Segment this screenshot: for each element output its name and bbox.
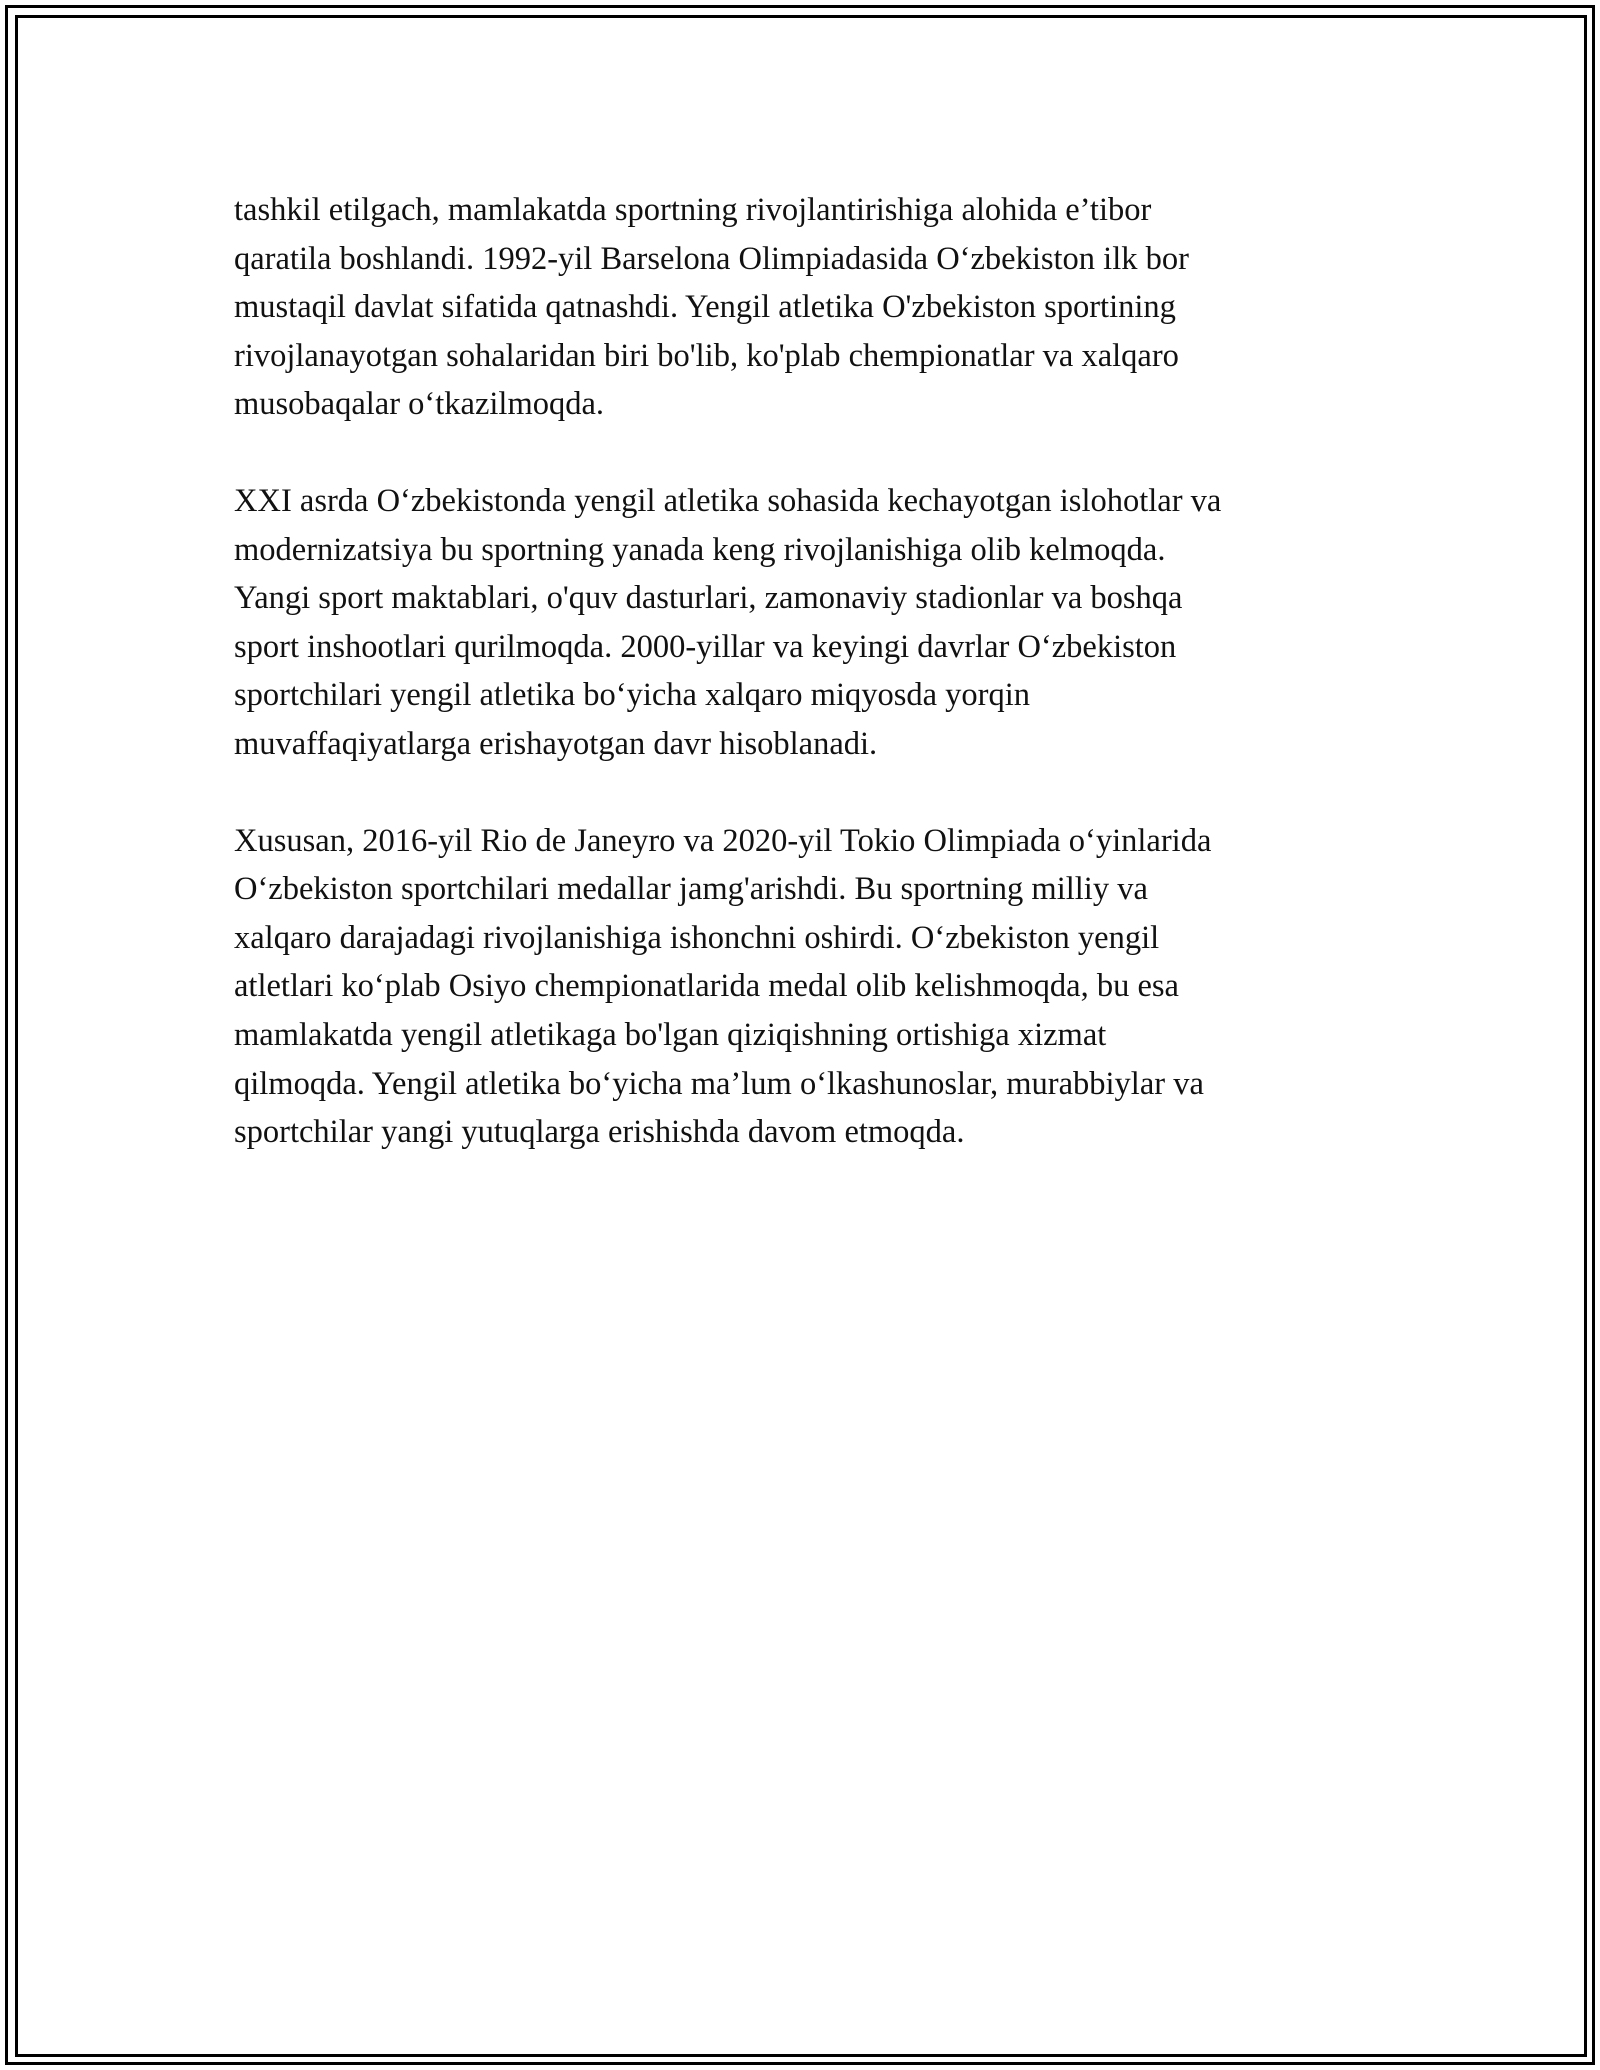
text-line: sportchilari yengil atletika bo‘yicha xalqaro miqyosda yorqin (234, 677, 1031, 714)
document-body (234, 186, 1374, 1205)
text-line: xalqaro darajadagi rivojlanishiga ishonchni oshirdi. O‘zbekiston yengil (234, 919, 1160, 956)
text-line: mustaqil davlat sifatida qatnashdi. Yengil atletika O'zbekiston sportining (234, 289, 1176, 326)
paragraph-1 (234, 186, 1374, 429)
text-line: mamlakatda yengil atletikaga bo'lgan qiziqishning ortishiga xizmat (234, 1016, 1107, 1053)
text-line: modernizatsiya bu sportning yanada keng rivojlanishiga olib kelmoqda. (234, 531, 1166, 568)
text-line: tashkil etilgach, mamlakatda sportning rivojlantirishiga alohida e’tibor (234, 192, 1152, 228)
text-line: XXI asrda O‘zbekistonda yengil atletika sohasida kechayotgan islohotlar va (234, 482, 1222, 519)
text-line: sport inshootlari qurilmoqda. 2000-yillar va keyingi davrlar O‘zbekiston (234, 628, 1177, 665)
text-line: Yangi sport maktablari, o'quv dasturlari, zamonaviy stadionlar va boshqa (234, 580, 1183, 617)
text-line: sportchilar yangi yutuqlarga erishishda davom etmoqda. (234, 1114, 965, 1151)
text-line: atletlari ko‘plab Osiyo chempionatlarida medal olib kelishmoqda, bu esa (234, 968, 1179, 1005)
text-line: O‘zbekiston sportchilari medallar jamg'arishdi. Bu sportning milliy va (234, 871, 1148, 908)
paragraph-2 (234, 477, 1374, 769)
text-line: rivojlanayotgan sohalaridan biri bo'lib, ko'plab chempionatlar va xalqaro (234, 337, 1179, 374)
text-line: muvaffaqiyatlarga erishayotgan davr hisoblanadi. (234, 725, 878, 762)
paragraph-3 (234, 817, 1374, 1157)
text-line: qaratila boshlandi. 1992-yil Barselona Olimpiadasida O‘zbekiston ilk bor (234, 240, 1189, 277)
text-line: musobaqalar o‘tkazilmoqda. (234, 386, 605, 423)
text-line: qilmoqda. Yengil atletika bo‘yicha ma’lum o‘lkashunoslar, murabbiylar va (234, 1065, 1204, 1102)
text-line: Xususan, 2016-yil Rio de Janeyro va 2020-yil Tokio Olimpiada o‘yinlarida (234, 822, 1212, 859)
